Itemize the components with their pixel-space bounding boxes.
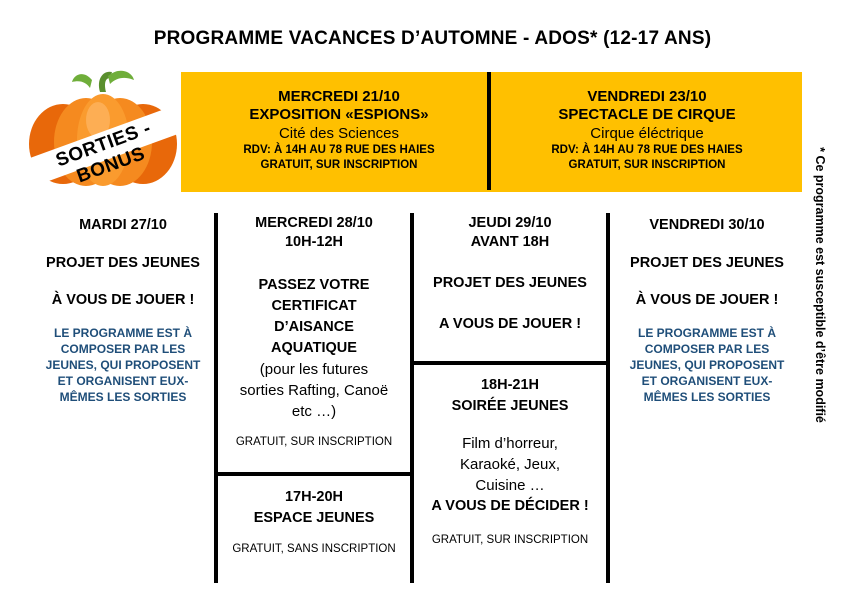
activity-title: PASSEZ VOTRE CERTIFICAT D’AISANCE AQUATIQUE: [258, 277, 370, 356]
program-note: LE PROGRAMME EST À COMPOSER PAR LES JEUNES, QUI PROPOSENT ET ORGANISENT EUX- MÊMES LES SORTIES: [629, 326, 785, 404]
day-title: JEUDI 29/10: [468, 215, 552, 231]
project-label: PROJET DES JEUNES: [630, 255, 784, 271]
footnote-text: * Ce programme est susceptible d’être modifié: [813, 147, 827, 423]
call-to-action: A VOUS DE JOUER !: [438, 316, 582, 332]
badge-label: SORTIES - BONUS: [53, 117, 154, 188]
time-slot: 17H-20H: [284, 489, 344, 505]
bonus-outing-1: [186, 88, 492, 173]
price-info: GRATUIT, SANS INSCRIPTION: [232, 543, 396, 555]
bonus-rdv: RDV: À 14H AU 78 RUE DES HAIES: [243, 144, 435, 156]
day-wednesday: [218, 214, 410, 449]
call-to-action: À VOUS DE JOUER !: [51, 292, 195, 308]
bonus-rdv: RDV: À 14H AU 78 RUE DES HAIES: [551, 144, 743, 156]
sorties-bonus-badge: [8, 64, 198, 194]
thursday-row-divider: [410, 361, 610, 365]
price-info: GRATUIT, SUR INSCRIPTION: [235, 436, 393, 448]
time-slot: 10H-12H: [284, 234, 344, 250]
column-divider: [606, 213, 610, 583]
day-friday: [612, 216, 802, 405]
bonus-outing-2: [494, 88, 800, 173]
bonus-place: Cité des Sciences: [278, 125, 400, 142]
bonus-event: SPECTACLE DE CIRQUE: [558, 106, 736, 123]
price-info: GRATUIT, SUR INSCRIPTION: [431, 534, 589, 546]
footnote: [800, 95, 840, 475]
project-label: PROJET DES JEUNES: [433, 275, 587, 291]
activity-title: SOIRÉE JEUNES: [451, 398, 569, 414]
bonus-price: GRATUIT, SUR INSCRIPTION: [568, 159, 726, 171]
wednesday-evening: [218, 488, 410, 556]
call-to-action: À VOUS DE JOUER !: [635, 292, 779, 308]
day-thursday: [414, 214, 606, 335]
day-title: MARDI 27/10: [79, 217, 167, 233]
project-label: PROJET DES JEUNES: [46, 255, 200, 271]
bonus-event: EXPOSITION «ESPIONS»: [249, 106, 429, 123]
bonus-day: VENDREDI 23/10: [587, 88, 707, 105]
wednesday-row-divider: [214, 472, 414, 476]
call-to-action: A VOUS DE DÉCIDER !: [431, 498, 589, 514]
day-title: VENDREDI 30/10: [649, 217, 765, 233]
time-slot: AVANT 18H: [470, 234, 550, 250]
day-tuesday: [30, 216, 216, 405]
day-title: MERCREDI 28/10: [255, 215, 373, 231]
thursday-evening: [414, 376, 606, 547]
activity-title: ESPACE JEUNES: [253, 510, 375, 526]
bonus-price: GRATUIT, SUR INSCRIPTION: [260, 159, 418, 171]
program-note: LE PROGRAMME EST À COMPOSER PAR LES JEUNES, QUI PROPOSENT ET ORGANISENT EUX- MÊMES LES SORTIES: [45, 326, 201, 404]
time-slot: 18H-21H: [480, 377, 540, 393]
activity-detail: (pour les futures sorties Rafting, Canoë etc …): [239, 361, 389, 420]
bonus-day: MERCREDI 21/10: [278, 88, 400, 105]
activity-detail: Film d’horreur, Karaoké, Jeux, Cuisine …: [459, 435, 561, 494]
page-title: PROGRAMME VACANCES D’AUTOMNE - ADOS* (12-17 ANS): [153, 28, 712, 49]
bonus-place: Cirque éléctrique: [590, 125, 704, 142]
